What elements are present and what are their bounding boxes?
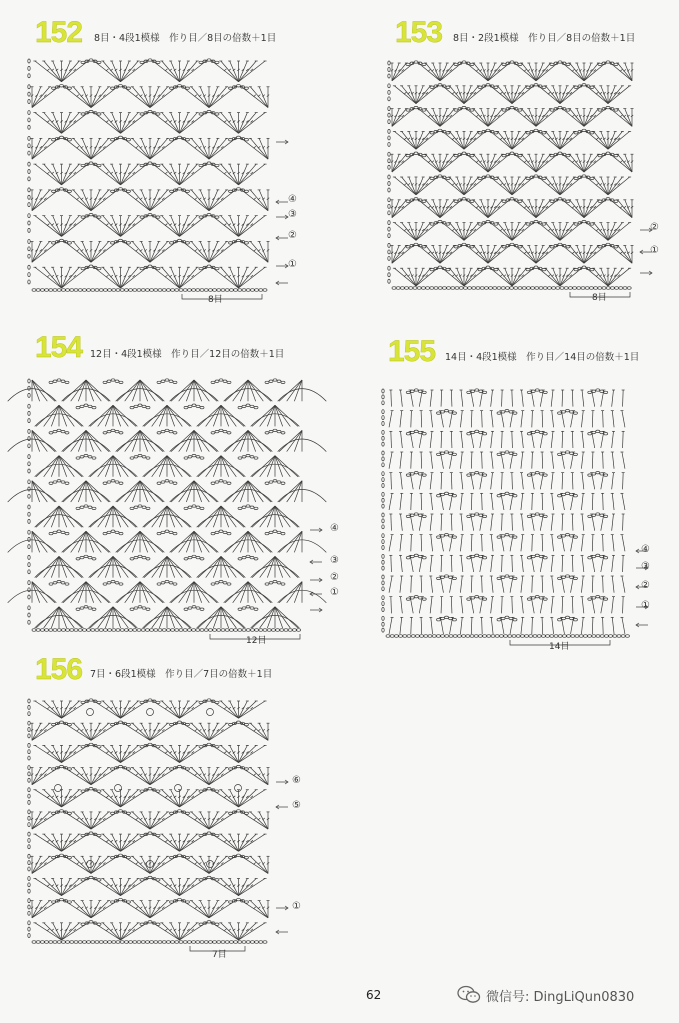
row-label: ③ <box>288 209 297 220</box>
row-label: ④ <box>288 194 297 205</box>
repeat-label: 8目 <box>208 295 223 305</box>
pattern-description: 8目・2段1模様 作り目／8目の倍数＋1目 <box>453 33 636 44</box>
stitch-chart <box>392 60 672 318</box>
row-label: ② <box>330 572 339 583</box>
page-number: 62 <box>366 988 382 1002</box>
row-label: ⑤ <box>292 800 301 811</box>
row-label: ④ <box>641 544 650 555</box>
row-label: ② <box>650 222 659 233</box>
pattern-number: 156 <box>35 653 83 686</box>
row-label: ① <box>288 259 297 270</box>
repeat-label: 14目 <box>549 642 570 652</box>
stitch-chart <box>386 388 668 666</box>
pattern-description: 14目・4段1模様 作り目／14目の倍数＋1目 <box>445 352 640 363</box>
pattern-number: 152 <box>35 16 83 49</box>
row-label: ④ <box>330 523 339 534</box>
pattern-number: 153 <box>395 16 443 49</box>
pattern-description: 12目・4段1模様 作り目／12目の倍数＋1目 <box>90 349 285 360</box>
stitch-chart <box>32 378 342 660</box>
row-label: ① <box>650 245 659 256</box>
row-label: ① <box>292 901 301 912</box>
row-label: ⑥ <box>292 775 301 786</box>
pattern-description: 8目・4段1模様 作り目／8目の倍数＋1目 <box>94 33 277 44</box>
row-label: ② <box>641 580 650 591</box>
row-label: ① <box>641 600 650 611</box>
pattern-description: 7目・6段1模様 作り目／7目の倍数＋1目 <box>90 669 273 680</box>
repeat-label: 8目 <box>592 293 607 303</box>
pattern-number: 155 <box>388 335 436 368</box>
stitch-chart <box>32 698 308 972</box>
repeat-label: 12目 <box>246 636 267 646</box>
row-label: ① <box>330 587 339 598</box>
row-label: ② <box>288 230 297 241</box>
stitch-chart <box>32 58 308 320</box>
watermark-text: 微信号: DingLiQun0830 <box>486 990 635 1005</box>
pattern-number: 154 <box>35 331 83 364</box>
row-label: ③ <box>641 561 650 572</box>
row-label: ③ <box>330 555 339 566</box>
wechat-icon <box>457 985 481 1005</box>
repeat-label: 7目 <box>212 950 227 960</box>
